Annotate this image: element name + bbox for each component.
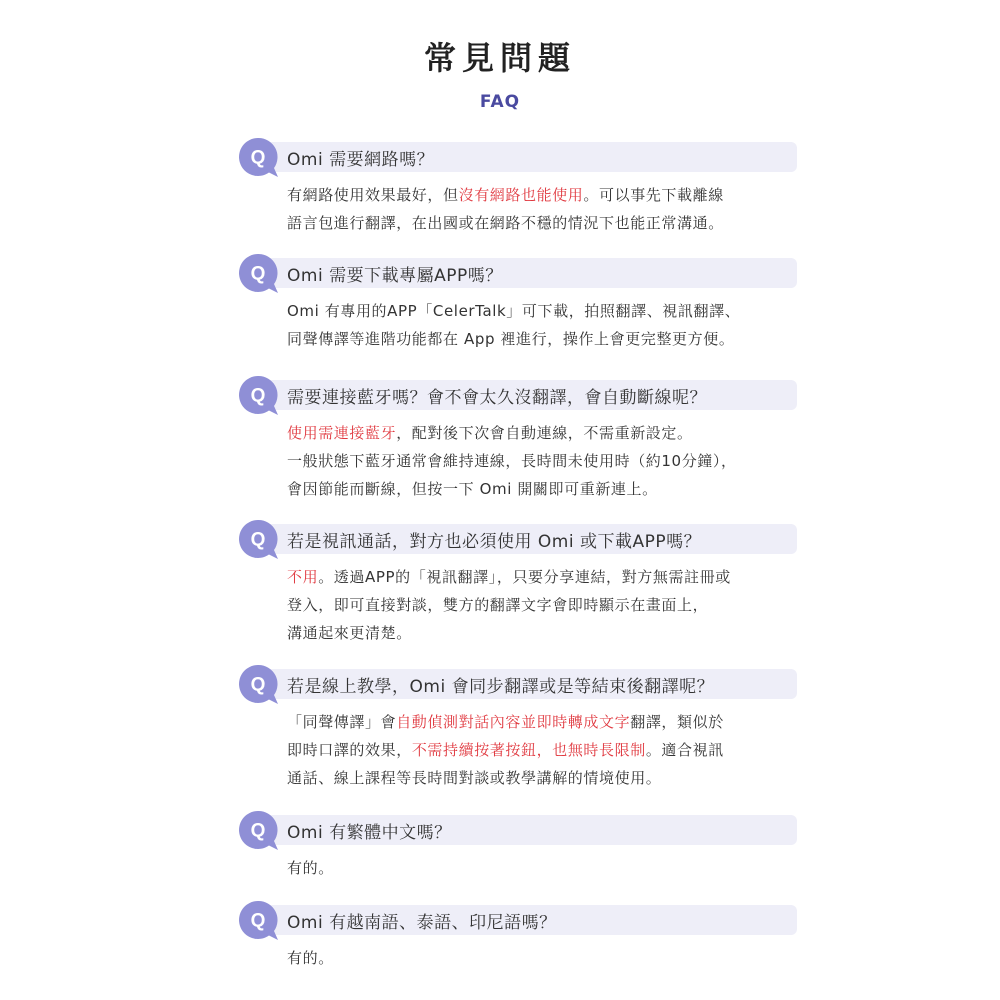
answer-text: 通話、線上課程等長時間對談或教學講解的情境使用。 — [287, 769, 662, 787]
q-badge-label: Q — [250, 910, 266, 932]
answer-text: 。適合視訊 — [645, 741, 724, 759]
q-bubble-icon — [238, 810, 278, 850]
faq-answer — [287, 297, 798, 353]
q-badge-label: Q — [250, 263, 266, 285]
answer-text: 有的。 — [287, 949, 334, 967]
answer-text: 有網路使用效果最好，但 — [287, 186, 459, 204]
answer-text: 有的。 — [287, 859, 334, 877]
faq-question: 需要連接藍牙嗎？會不會太久沒翻譯，會自動斷線呢？ — [287, 388, 707, 408]
faq-question: Omi 有越南語、泰語、印尼語嗎？ — [287, 913, 557, 933]
answer-line — [287, 591, 798, 619]
answer-text: 溝通起來更清楚。 — [287, 624, 412, 642]
faq-question-row — [236, 898, 798, 942]
answer-text: 登入，即可直接對談，雙方的翻譯文字會即時顯示在畫面上， — [287, 596, 709, 614]
answer-highlight: 沒有網路也能使用 — [458, 186, 584, 204]
answer-text: 。透過APP的「視訊翻譯」，只要分享連結，對方無需註冊或 — [318, 568, 731, 586]
faq-question: Omi 有繁體中文嗎？ — [287, 823, 452, 843]
q-badge-label: Q — [250, 529, 266, 551]
faq-question: 若是視訊通話，對方也必須使用 Omi 或下載APP嗎？ — [287, 532, 702, 552]
answer-line — [287, 944, 798, 972]
answer-text: ，配對後下次會自動連線，不需重新設定。 — [396, 424, 693, 442]
q-badge-label: Q — [250, 820, 266, 842]
faq-question-row — [236, 373, 798, 417]
answer-line — [287, 475, 798, 503]
answer-line — [287, 297, 798, 325]
faq-answer — [287, 708, 798, 792]
answer-line — [287, 764, 798, 792]
answer-text: 會因節能而斷線，但按一下 Omi 開關即可重新連上。 — [287, 480, 658, 498]
q-bubble-icon — [238, 900, 278, 940]
answer-line — [287, 325, 798, 353]
page-title: 常見問題 — [423, 39, 576, 77]
faq-question: Omi 需要下載專屬APP嗎？ — [287, 266, 503, 286]
answer-highlight: 不用 — [287, 568, 319, 586]
answer-highlight: 不需持續按著按鈕，也無時長限制 — [411, 741, 646, 759]
q-bubble-icon — [238, 519, 278, 559]
answer-line — [287, 447, 798, 475]
faq-question-row — [236, 251, 798, 295]
faq-item — [236, 135, 798, 237]
faq-item — [236, 662, 798, 792]
faq-item — [236, 808, 798, 882]
q-bubble-icon — [238, 253, 278, 293]
faq-answer — [287, 419, 798, 503]
answer-text: 語言包進行翻譯，在出國或在網路不穩的情況下也能正常溝通。 — [287, 214, 724, 232]
page-subtitle: FAQ — [479, 92, 521, 112]
answer-line — [287, 209, 798, 237]
faq-question: Omi 需要網路嗎？ — [287, 150, 435, 170]
answer-line — [287, 736, 798, 764]
q-bubble-icon — [238, 664, 278, 704]
answer-line — [287, 419, 798, 447]
faq-question-row — [236, 808, 798, 852]
q-bubble-icon — [238, 137, 278, 177]
answer-text: Omi 有專用的APP「CelerTalk」可下載，拍照翻譯、視訊翻譯、 — [287, 302, 741, 320]
answer-line — [287, 854, 798, 882]
answer-line — [287, 563, 798, 591]
answer-text: 「同聲傳譯」會 — [287, 713, 397, 731]
answer-text: 即時口譯的效果， — [287, 741, 412, 759]
answer-line — [287, 708, 798, 736]
faq-question-row — [236, 135, 798, 179]
faq-answer — [287, 854, 798, 882]
faq-question: 若是線上教學，Omi 會同步翻譯或是等結束後翻譯呢？ — [287, 677, 715, 697]
q-badge-label: Q — [250, 385, 266, 407]
q-bubble-icon — [238, 375, 278, 415]
faq-item — [236, 373, 798, 503]
answer-text: 翻譯，類似於 — [630, 713, 724, 731]
faq-item — [236, 898, 798, 972]
faq-answer — [287, 563, 798, 647]
q-badge-label: Q — [250, 147, 266, 169]
faq-answer — [287, 944, 798, 972]
faq-item — [236, 251, 798, 353]
faq-question-row — [236, 662, 798, 706]
answer-text: 。可以事先下載離線 — [583, 186, 724, 204]
answer-highlight: 使用需連接藍牙 — [287, 424, 397, 442]
answer-highlight: 自動偵測對話內容並即時轉成文字 — [396, 713, 631, 731]
q-badge-label: Q — [250, 674, 266, 696]
answer-line — [287, 619, 798, 647]
faq-item — [236, 517, 798, 647]
answer-text: 一般狀態下藍牙通常會維持連線，長時間未使用時（約10分鐘）， — [287, 452, 737, 470]
faq-answer — [287, 181, 798, 237]
faq-question-row — [236, 517, 798, 561]
answer-text: 同聲傳譯等進階功能都在 App 裡進行，操作上會更完整更方便。 — [287, 330, 735, 348]
answer-line — [287, 181, 798, 209]
